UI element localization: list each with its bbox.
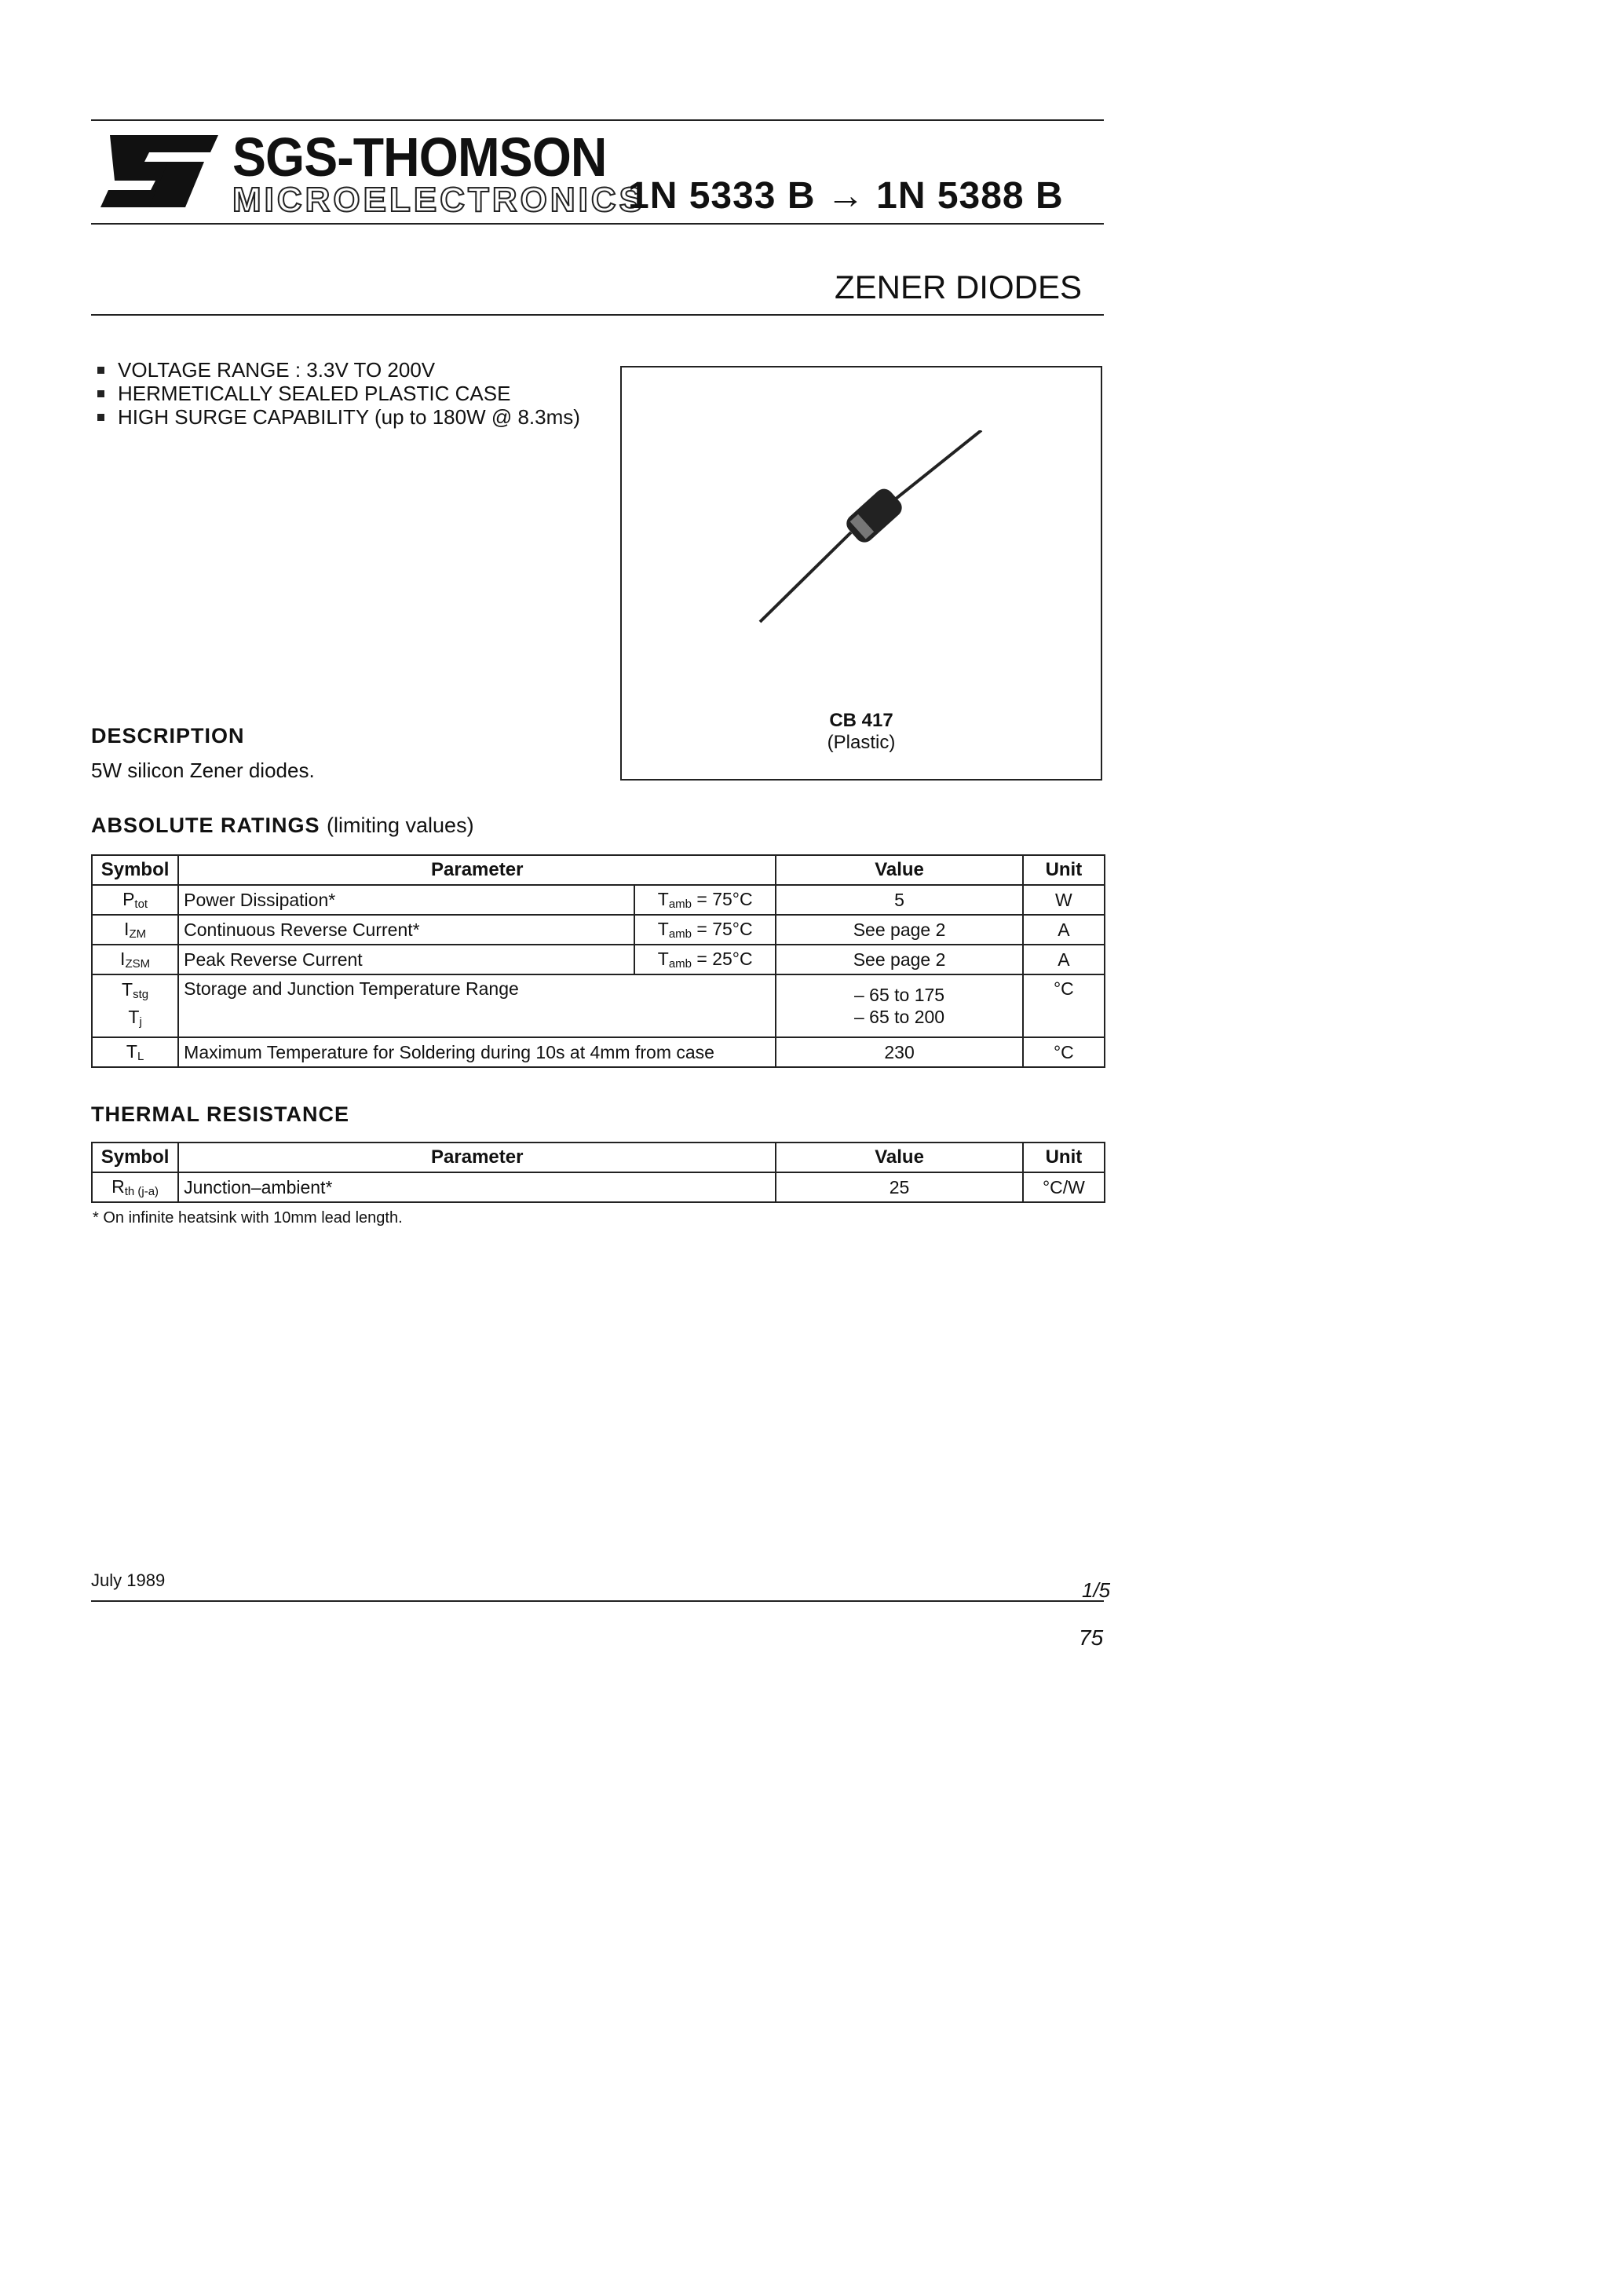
top-rule <box>91 119 1104 121</box>
thermal-heading: THERMAL RESISTANCE <box>91 1102 350 1126</box>
column-header-value: Value <box>776 1143 1022 1172</box>
table-row <box>92 945 1105 974</box>
condition-cell: $T_{amb} = 75^\circ C$ <box>634 885 776 915</box>
document-title: ZENER DIODES <box>834 269 1082 305</box>
value-cell: See page 2 <box>776 915 1022 945</box>
value-cell: 5 <box>776 885 1022 915</box>
unit-cell: A <box>1023 945 1105 974</box>
symbol-cell: $T_{stg}$ $T_j$ <box>92 974 178 1037</box>
unit-cell: A <box>1023 915 1105 945</box>
feature-item: VOLTAGE RANGE : 3.3V TO 200V <box>91 358 594 382</box>
table-header-row <box>92 855 1105 885</box>
ratings-table <box>91 854 1105 1068</box>
value-cell: See page 2 <box>776 945 1022 974</box>
unit-cell: °C/W <box>1023 1172 1105 1202</box>
table-row <box>92 1172 1105 1202</box>
column-header-value: Value <box>776 855 1022 885</box>
column-header-parameter: Parameter <box>178 1143 776 1172</box>
package-name: CB 417 <box>829 710 893 731</box>
column-header-unit: Unit <box>1023 855 1105 885</box>
page-of-count: 1/5 <box>1082 1578 1111 1602</box>
package-type: (Plastic) <box>827 732 896 753</box>
symbol-cell: $I_{ZSM}$ <box>92 945 178 974</box>
page-number: 75 <box>1079 1625 1104 1650</box>
title-rule <box>91 314 1104 316</box>
footer-date: July 1989 <box>91 1570 166 1590</box>
column-header-symbol: Symbol <box>92 855 178 885</box>
column-header-unit: Unit <box>1023 1143 1105 1172</box>
unit-cell: °C <box>1023 1037 1105 1067</box>
company-name: SGS-THOMSON <box>232 126 607 188</box>
parameter-cell: Maximum Temperature for Soldering during 10s at 4mm from case <box>178 1037 776 1067</box>
division-name: MICROELECTRONICS <box>232 181 645 219</box>
table-row <box>92 915 1105 945</box>
parameter-cell: Continuous Reverse Current* <box>178 915 634 945</box>
description-text: 5W silicon Zener diodes. <box>91 759 315 782</box>
package-drawing-box <box>620 366 1102 781</box>
value-cell: – 65 to 175 – 65 to 200 <box>776 974 1022 1037</box>
parameter-cell: Peak Reverse Current <box>178 945 634 974</box>
ratings-heading <box>91 813 474 838</box>
parameter-cell: Storage and Junction Temperature Range <box>178 974 776 1037</box>
value-cell: 230 <box>776 1037 1022 1067</box>
feature-list <box>91 358 594 429</box>
parameter-cell: Junction–ambient* <box>178 1172 776 1202</box>
ratings-heading-sub: (limiting values) <box>327 813 474 837</box>
parameter-cell: Power Dissipation* <box>178 885 634 915</box>
table-row <box>92 885 1105 915</box>
symbol-cell: $T_L$ <box>92 1037 178 1067</box>
condition-cell: $T_{amb} = 75^\circ C$ <box>634 915 776 945</box>
column-header-parameter: Parameter <box>178 855 776 885</box>
unit-cell: W <box>1023 885 1105 915</box>
unit-cell: °C <box>1023 974 1105 1037</box>
footer-rule <box>91 1600 1104 1602</box>
value-cell: 25 <box>776 1172 1022 1202</box>
feature-item: HERMETICALLY SEALED PLASTIC CASE <box>91 382 594 405</box>
table-header-row <box>92 1143 1105 1172</box>
symbol-cell: $P_{tot}$ <box>92 885 178 915</box>
description-heading: DESCRIPTION <box>91 724 245 748</box>
symbol-cell: $I_{ZM}$ <box>92 915 178 945</box>
column-header-symbol: Symbol <box>92 1143 178 1172</box>
symbol-cell: $R_{th (j-a)}$ <box>92 1172 178 1202</box>
header-rule <box>91 223 1104 225</box>
table-row <box>92 974 1105 1037</box>
part-number-range: 1N 5333 B → 1N 5388 B <box>628 175 1064 217</box>
feature-item: HIGH SURGE CAPABILITY (up to 180W @ 8.3ms) <box>91 405 594 429</box>
ratings-heading-title: ABSOLUTE RATINGS <box>91 813 320 837</box>
diode-package-icon <box>754 430 989 634</box>
thermal-table <box>91 1142 1105 1203</box>
condition-cell: $T_{amb} = 25^\circ C$ <box>634 945 776 974</box>
st-logo-icon <box>93 133 220 209</box>
table-row <box>92 1037 1105 1067</box>
footnote: * On infinite heatsink with 10mm lead length. <box>93 1209 403 1227</box>
